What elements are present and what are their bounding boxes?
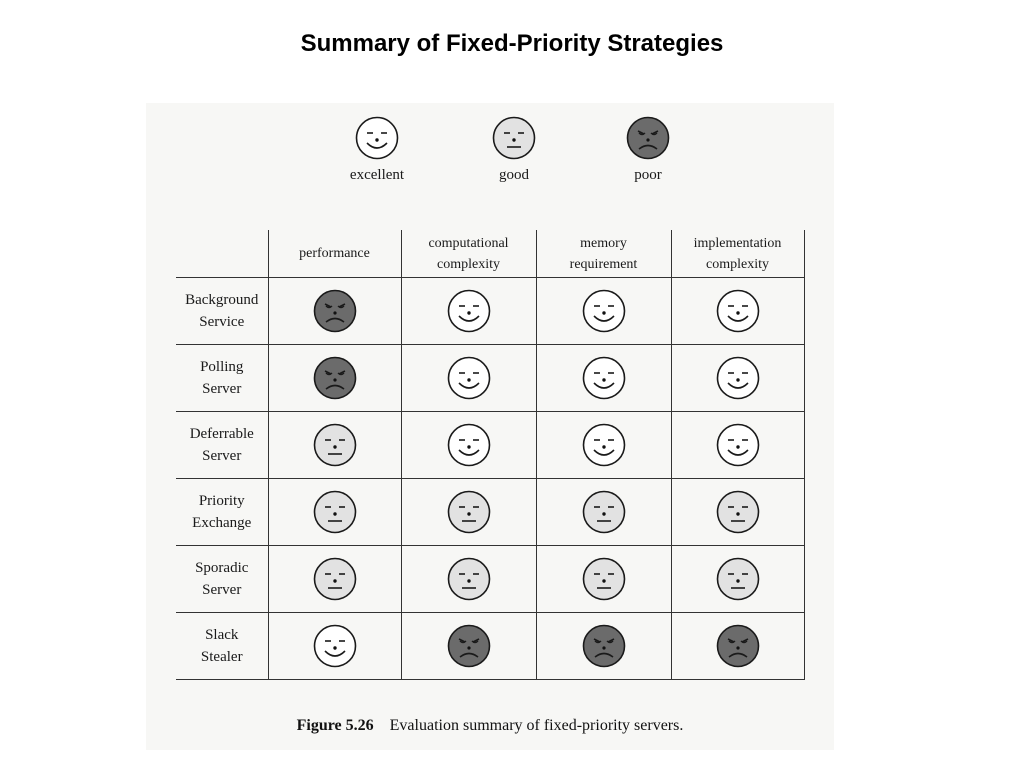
rating-cell xyxy=(268,613,401,680)
excellent-face-icon xyxy=(312,623,358,669)
rating-cell xyxy=(268,412,401,479)
header-row xyxy=(176,230,804,278)
poor-face-icon xyxy=(715,623,761,669)
excellent-face-icon xyxy=(446,355,492,401)
rating-cell xyxy=(401,278,536,345)
rating-cell xyxy=(401,479,536,546)
column-header-implementation-complexity: implementation complexity xyxy=(671,230,804,278)
poor-face-icon xyxy=(312,355,358,401)
slide-title: Summary of Fixed-Priority Strategies xyxy=(300,30,724,57)
row-label: Polling Server xyxy=(176,345,268,412)
rating-cell xyxy=(401,546,536,613)
table-row xyxy=(176,479,804,546)
poor-face-icon xyxy=(625,115,671,161)
good-face-icon xyxy=(581,489,627,535)
excellent-face-icon xyxy=(581,288,627,334)
table-row xyxy=(176,345,804,412)
excellent-face-icon xyxy=(581,355,627,401)
column-header-memory-requirement: memory requirement xyxy=(536,230,671,278)
figure-caption xyxy=(146,717,834,735)
good-face-icon xyxy=(581,556,627,602)
table-row xyxy=(176,412,804,479)
table-row xyxy=(176,613,804,680)
caption-number: Figure 5.26 xyxy=(296,717,374,734)
rating-cell xyxy=(401,345,536,412)
rating-cell xyxy=(268,278,401,345)
table-row xyxy=(176,546,804,613)
column-header-computational-complexity: computational complexity xyxy=(401,230,536,278)
excellent-face-icon xyxy=(446,422,492,468)
good-face-icon xyxy=(312,489,358,535)
rating-cell xyxy=(536,546,671,613)
poor-face-icon xyxy=(581,623,627,669)
scanned-figure xyxy=(146,103,834,750)
legend-good xyxy=(454,115,574,184)
rating-cell xyxy=(536,613,671,680)
table-row xyxy=(176,278,804,345)
row-label: Priority Exchange xyxy=(176,479,268,546)
corner-cell xyxy=(176,230,268,278)
rating-cell xyxy=(671,479,804,546)
rating-cell xyxy=(268,546,401,613)
caption-text: Evaluation summary of fixed-priority servers. xyxy=(389,717,684,734)
good-face-icon xyxy=(446,489,492,535)
legend-excellent xyxy=(317,115,437,184)
legend-poor xyxy=(588,115,708,184)
rating-cell xyxy=(671,278,804,345)
legend-label-excellent: excellent xyxy=(349,167,405,183)
excellent-face-icon xyxy=(354,115,400,161)
excellent-face-icon xyxy=(715,422,761,468)
good-face-icon xyxy=(312,556,358,602)
good-face-icon xyxy=(312,422,358,468)
rating-cell xyxy=(536,412,671,479)
poor-face-icon xyxy=(312,288,358,334)
rating-cell xyxy=(671,412,804,479)
row-label: Sporadic Server xyxy=(176,546,268,613)
legend-label-good: good xyxy=(499,167,529,183)
rating-cell xyxy=(401,613,536,680)
rating-cell xyxy=(536,479,671,546)
rating-cell xyxy=(671,546,804,613)
good-face-icon xyxy=(715,556,761,602)
excellent-face-icon xyxy=(581,422,627,468)
row-label: Background Service xyxy=(176,278,268,345)
rating-cell xyxy=(268,345,401,412)
row-label: Slack Stealer xyxy=(176,613,268,680)
excellent-face-icon xyxy=(715,288,761,334)
rating-cell xyxy=(536,345,671,412)
excellent-face-icon xyxy=(715,355,761,401)
rating-cell xyxy=(268,479,401,546)
poor-face-icon xyxy=(446,623,492,669)
row-label: Deferrable Server xyxy=(176,412,268,479)
column-header-performance: performance xyxy=(268,230,401,278)
rating-cell xyxy=(671,613,804,680)
good-face-icon xyxy=(491,115,537,161)
good-face-icon xyxy=(446,556,492,602)
legend-label-poor: poor xyxy=(634,167,662,183)
rating-cell xyxy=(401,412,536,479)
excellent-face-icon xyxy=(446,288,492,334)
evaluation-table xyxy=(176,230,805,680)
rating-cell xyxy=(671,345,804,412)
rating-cell xyxy=(536,278,671,345)
good-face-icon xyxy=(715,489,761,535)
